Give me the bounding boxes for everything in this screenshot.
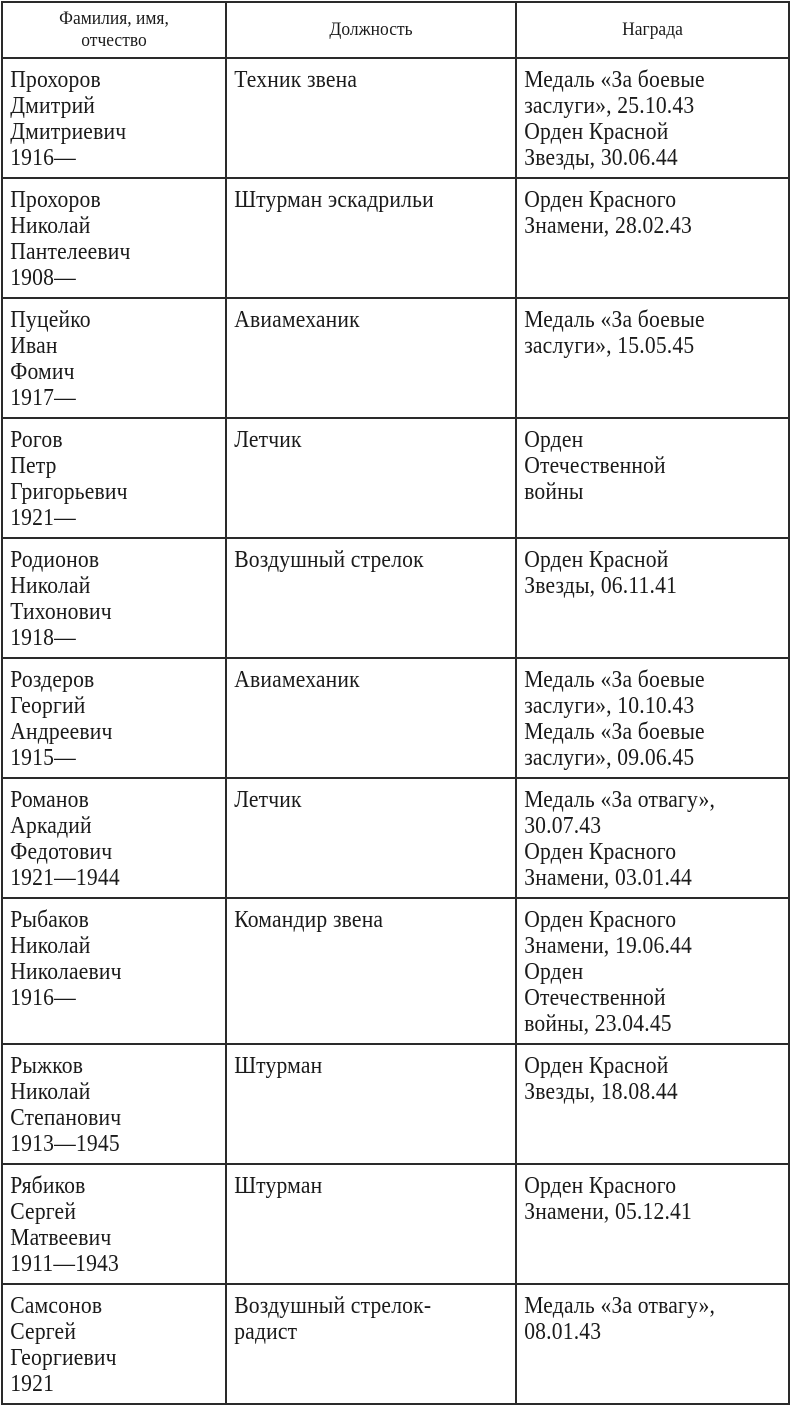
cell-name-line: Сергей [10, 1319, 77, 1345]
cell-name-text [3, 1285, 203, 1403]
cell-award-line: Орден Красной [524, 1053, 669, 1079]
cell-award [516, 1044, 789, 1164]
cell-name-line: 1911—1943 [10, 1251, 120, 1277]
cell-position-text [227, 299, 486, 339]
cell-name-line: 1916— [10, 985, 76, 1011]
cell-position-line: радист [234, 1319, 298, 1345]
cell-name-line: Прохоров [10, 187, 101, 213]
cell-position-text [227, 419, 486, 459]
cell-position-text [227, 179, 486, 219]
cell-award-line: Звезды, 30.06.44 [524, 145, 678, 171]
cell-name [2, 1164, 226, 1284]
cell-name-line: Иван [10, 333, 58, 359]
cell-name-line: Николай [10, 1079, 91, 1105]
cell-name [2, 1284, 226, 1404]
cell-position-line: Командир звена [234, 907, 384, 933]
cell-name-line: Николаевич [10, 959, 122, 985]
cell-name-text [3, 1165, 203, 1283]
cell-position [226, 58, 516, 178]
cell-award-text [517, 659, 761, 777]
cell-award [516, 658, 789, 778]
cell-award-line: Орден [524, 427, 584, 453]
cell-name-line: Георгий [10, 693, 86, 719]
cell-position-line: Авиамеханик [234, 667, 360, 693]
cell-award-line: Медаль «За боевые [524, 719, 705, 745]
cell-name-line: Самсонов [10, 1293, 103, 1319]
header-name-line-2: отчество [81, 30, 147, 51]
cell-name-line: Рыбаков [10, 907, 89, 933]
cell-award-line: заслуги», 09.06.45 [524, 745, 695, 771]
cell-name-line: 1908— [10, 265, 76, 291]
cell-award-line: Знамени, 03.01.44 [524, 865, 693, 891]
cell-award [516, 298, 789, 418]
header-name [11, 2, 217, 58]
cell-name-text [3, 539, 203, 657]
cell-name [2, 898, 226, 1044]
cell-name [2, 538, 226, 658]
table-row [2, 418, 789, 538]
cell-name-line: 1913—1945 [10, 1131, 120, 1157]
cell-award-line: 30.07.43 [524, 813, 602, 839]
cell-award-line: Медаль «За отвагу», [524, 1293, 716, 1319]
cell-name [2, 418, 226, 538]
cell-award-text [517, 779, 761, 897]
cell-award-line: Медаль «За отвагу», [524, 787, 716, 813]
cell-name-text [3, 1045, 203, 1163]
cell-name-line: Рогов [10, 427, 63, 453]
cell-award-line: Медаль «За боевые [524, 667, 705, 693]
cell-position-line: Воздушный стрелок- [234, 1293, 432, 1319]
cell-name [2, 298, 226, 418]
cell-award-line: Отечественной [524, 453, 666, 479]
cell-award [516, 1284, 789, 1404]
table-body [2, 58, 789, 1404]
cell-position [226, 178, 516, 298]
cell-award-line: Орден Красного [524, 907, 677, 933]
cell-name-line: Тихонович [10, 599, 112, 625]
cell-name-line: Николай [10, 933, 91, 959]
cell-award-line: войны [524, 479, 584, 505]
cell-award-line: Орден Красного [524, 839, 677, 865]
cell-award [516, 58, 789, 178]
cell-name-line: 1916— [10, 145, 76, 171]
cell-name-line: Георгиевич [10, 1345, 117, 1371]
cell-position-line: Штурман [234, 1173, 323, 1199]
cell-award-text [517, 1045, 761, 1111]
table-row [2, 1044, 789, 1164]
cell-award [516, 1164, 789, 1284]
table-row [2, 298, 789, 418]
awards-table [1, 1, 790, 1405]
cell-position-line: Авиамеханик [234, 307, 360, 333]
cell-award-text [517, 1165, 761, 1231]
cell-name-line: Рябиков [10, 1173, 86, 1199]
header-award-label: Награда [622, 19, 683, 40]
cell-position-line: Летчик [234, 787, 302, 813]
cell-award-line: заслуги», 25.10.43 [524, 93, 695, 119]
cell-award-line: заслуги», 10.10.43 [524, 693, 695, 719]
table-row [2, 58, 789, 178]
cell-name-line: Сергей [10, 1199, 77, 1225]
header-position [238, 2, 505, 58]
cell-award-line: Звезды, 06.11.41 [524, 573, 678, 599]
cell-award-line: Знамени, 28.02.43 [524, 213, 693, 239]
cell-award-line: Знамени, 19.06.44 [524, 933, 693, 959]
cell-award-line: Звезды, 18.08.44 [524, 1079, 678, 1105]
cell-position [226, 418, 516, 538]
cell-position-line: Воздушный стрелок [234, 547, 424, 573]
cell-award-text [517, 899, 761, 1043]
cell-award-text [517, 1285, 761, 1351]
cell-name-line: 1918— [10, 625, 76, 651]
cell-award-line: 08.01.43 [524, 1319, 602, 1345]
cell-name-line: 1915— [10, 745, 76, 771]
cell-position-text [227, 1165, 486, 1205]
cell-position [226, 778, 516, 898]
cell-award-line: Медаль «За боевые [524, 307, 705, 333]
table-row [2, 658, 789, 778]
cell-position-line: Штурман эскадрильи [234, 187, 434, 213]
cell-award-line: Орден Красного [524, 1173, 677, 1199]
cell-name-line: 1921— [10, 505, 76, 531]
cell-name-line: 1921—1944 [10, 865, 120, 891]
cell-position [226, 538, 516, 658]
cell-award-text [517, 539, 761, 605]
table-row [2, 538, 789, 658]
cell-position-text [227, 899, 486, 939]
cell-position-line: Летчик [234, 427, 302, 453]
cell-position [226, 298, 516, 418]
cell-name [2, 1044, 226, 1164]
cell-position-text [227, 1285, 486, 1351]
cell-name-line: Николай [10, 573, 91, 599]
cell-award [516, 778, 789, 898]
cell-award-line: Орден Красного [524, 187, 677, 213]
cell-name-line: Роздеров [10, 667, 95, 693]
cell-name-line: Аркадий [10, 813, 92, 839]
cell-position [226, 1164, 516, 1284]
cell-award [516, 538, 789, 658]
cell-award [516, 178, 789, 298]
cell-name [2, 58, 226, 178]
cell-award-line: Орден [524, 959, 584, 985]
cell-position [226, 1044, 516, 1164]
cell-award-line: заслуги», 15.05.45 [524, 333, 695, 359]
cell-position-text [227, 59, 486, 99]
table-row [2, 178, 789, 298]
cell-name-line: Романов [10, 787, 89, 813]
table-row [2, 778, 789, 898]
table-row [2, 1164, 789, 1284]
cell-name-text [3, 59, 203, 177]
cell-name [2, 778, 226, 898]
cell-name-line: Григорьевич [10, 479, 128, 505]
cell-award-text [517, 179, 761, 245]
cell-name-line: Пуцейко [10, 307, 91, 333]
cell-name-line: Петр [10, 453, 57, 479]
cell-name-line: Николай [10, 213, 91, 239]
cell-name-text [3, 659, 203, 777]
cell-name-line: Родионов [10, 547, 100, 573]
cell-position [226, 898, 516, 1044]
cell-name-line: Андреевич [10, 719, 113, 745]
cell-position-line: Техник звена [234, 67, 358, 93]
cell-position [226, 1284, 516, 1404]
cell-award-text [517, 59, 761, 177]
header-name-line-1: Фамилия, имя, [59, 8, 169, 29]
cell-name-line: 1921 [10, 1371, 55, 1397]
cell-award-line: Орден Красной [524, 547, 669, 573]
cell-name-text [3, 179, 203, 297]
cell-name-line: Прохоров [10, 67, 101, 93]
cell-name-line: Фомич [10, 359, 75, 385]
cell-name-line: Степанович [10, 1105, 122, 1131]
cell-position-text [227, 779, 486, 819]
cell-name-line: Рыжков [10, 1053, 84, 1079]
cell-name-text [3, 419, 203, 537]
cell-award-text [517, 419, 761, 511]
cell-award-line: войны, 23.04.45 [524, 1011, 672, 1037]
cell-position-text [227, 539, 486, 579]
cell-award-line: Знамени, 05.12.41 [524, 1199, 693, 1225]
cell-award-line: Медаль «За боевые [524, 67, 705, 93]
cell-name-line: Пантелеевич [10, 239, 131, 265]
header-row [2, 2, 789, 58]
cell-position-line: Штурман [234, 1053, 323, 1079]
cell-name-line: Дмитриевич [10, 119, 127, 145]
cell-name-text [3, 899, 203, 1017]
cell-name [2, 178, 226, 298]
cell-position-text [227, 1045, 486, 1085]
cell-name-line: Матвеевич [10, 1225, 112, 1251]
cell-award-line: Отечественной [524, 985, 666, 1011]
cell-position [226, 658, 516, 778]
cell-award [516, 898, 789, 1044]
cell-name-line: Федотович [10, 839, 113, 865]
cell-award-line: Орден Красной [524, 119, 669, 145]
header-award [527, 2, 778, 58]
cell-name-line: 1917— [10, 385, 76, 411]
cell-award-text [517, 299, 761, 365]
table-row [2, 1284, 789, 1404]
header-position-label: Должность [329, 19, 413, 40]
cell-name [2, 658, 226, 778]
table-row [2, 898, 789, 1044]
cell-name-line: Дмитрий [10, 93, 96, 119]
cell-position-text [227, 659, 486, 699]
cell-name-text [3, 299, 203, 417]
cell-award [516, 418, 789, 538]
cell-name-text [3, 779, 203, 897]
